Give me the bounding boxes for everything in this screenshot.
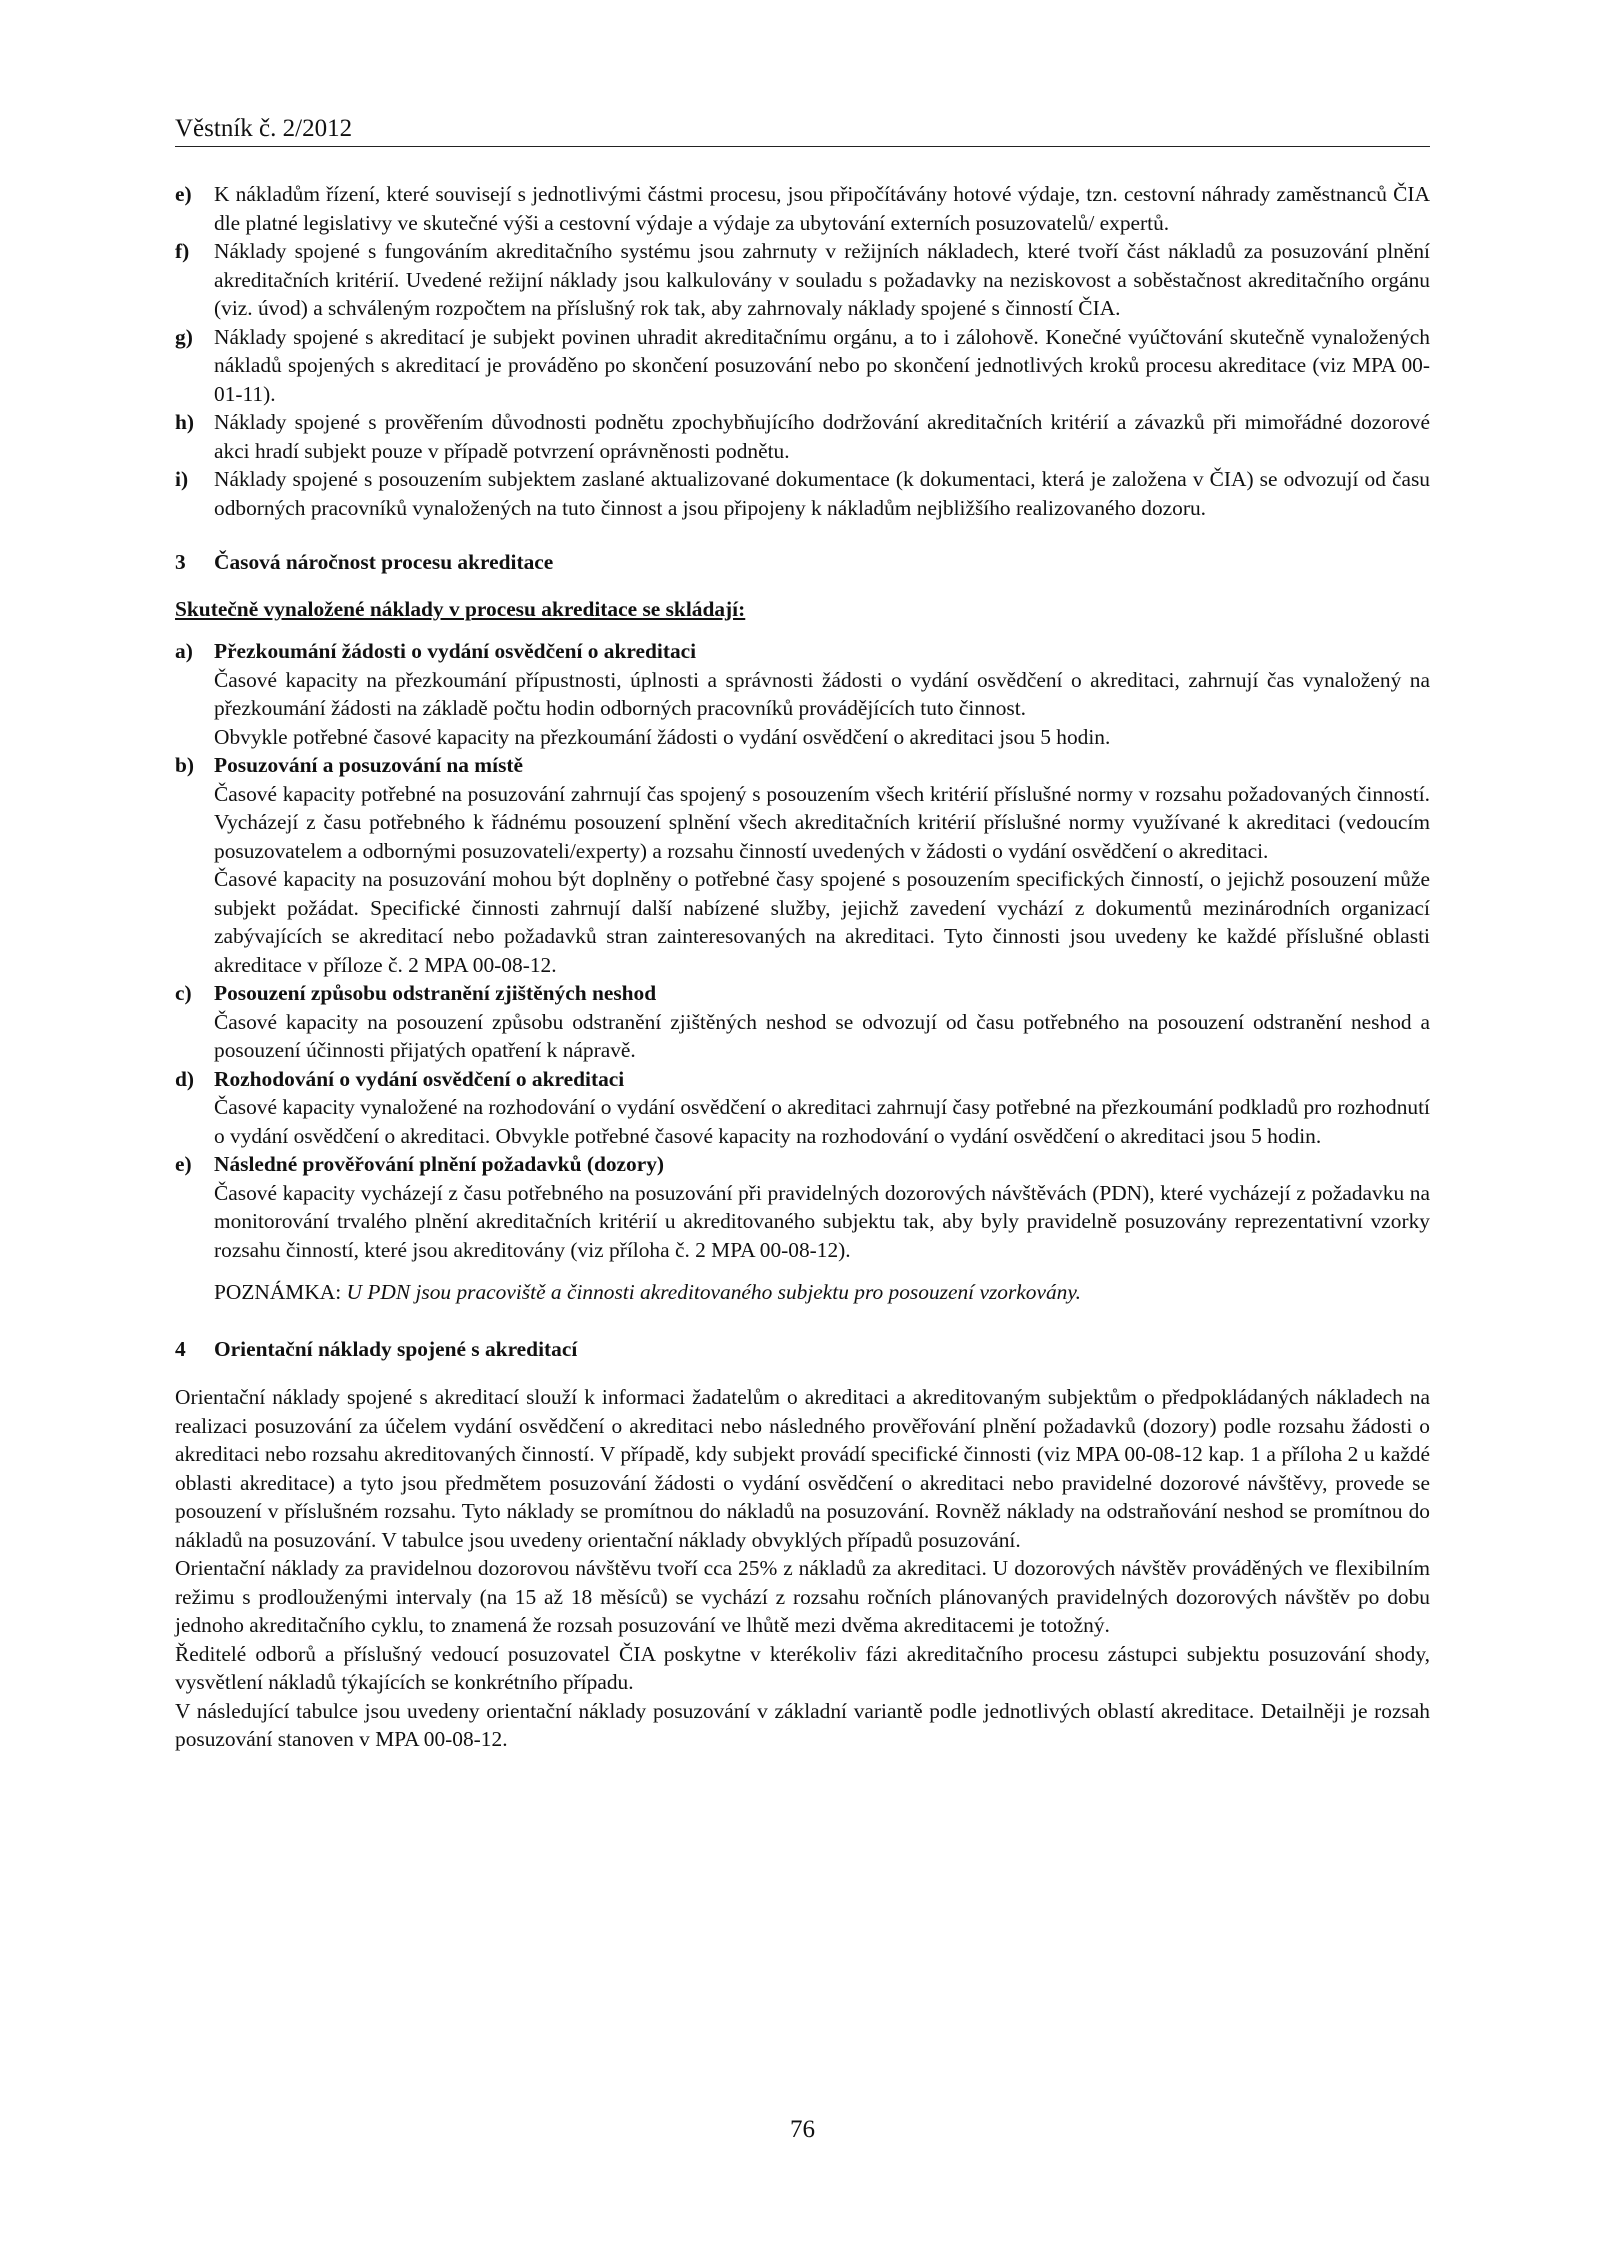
note-text: U PDN jsou pracoviště a činnosti akreditovaného subjektu pro posouzení vzorkovány. xyxy=(346,1280,1082,1304)
note xyxy=(214,1278,1430,1307)
section-title: Orientační náklady spojené s akreditací xyxy=(214,1336,578,1361)
list-item-paragraph: Časové kapacity na posuzování mohou být doplněny o potřebné časy spojené s posouzením specifických činností, o jejichž posouzení může subjekt požádat. Specifické činnosti zahrnují další nabízené služby, jejichž zavedení vychází z dokumentů mezinárodních organizací zabývajících se akreditací nebo požadavků stran zainteresovaných na akreditaci. Tyto činnosti jsou uvedeny ke každé příslušné oblasti akreditace v příloze č. 2 MPA 00-08-12. xyxy=(214,867,1430,977)
paragraph: V následující tabulce jsou uvedeny orientační náklady posuzování v základní variantě podle jednotlivých oblastí akreditace. Detailněji je rozsah posuzování stanoven v MPA 00-08-12. xyxy=(175,1698,1430,1751)
list-item-label: d) xyxy=(175,1066,195,1091)
list-item-label: i) xyxy=(175,467,189,491)
list-item xyxy=(175,237,1430,323)
list-item-label: e) xyxy=(175,182,192,206)
list-item-label: c) xyxy=(175,981,192,1005)
list-item xyxy=(175,323,1430,409)
paragraph: Orientační náklady za pravidelnou dozorovou návštěvu tvoří cca 25% z nákladů za akreditaci. U dozorových návštěv prováděných ve flexibilním režimu s prodlouženými intervaly (na 15 až 18 měsíců) se vychází z rozsahu ročních plánovaných pravidelných dozorových návštěv po dobu jednoho akreditačního cyklu, to znamená že rozsah posuzování ve lhůtě mezi dvěma akreditacemi je totožný. xyxy=(175,1556,1430,1637)
list-item xyxy=(175,979,1430,1065)
list-item-label: f) xyxy=(175,239,190,263)
list-item-heading: Přezkoumání žádosti o vydání osvědčení o akreditaci xyxy=(214,639,697,663)
list-item-text: K nákladům řízení, které souvisejí s jednotlivými částmi procesu, jsou připočítávány hotové výdaje, tzn. cestovní náhrady zaměstnanců ČIA dle platné legislativy ve skutečné výši a cestovní výdaje a výdaje za ubytování externích posuzovatelů/ expertů. xyxy=(214,182,1430,235)
list-item xyxy=(175,1065,1430,1151)
journal-title: Věstník č. 2/2012 xyxy=(175,115,353,142)
list-item xyxy=(175,637,1430,751)
note-label: POZNÁMKA: xyxy=(214,1280,342,1304)
paragraph: Ředitelé odborů a příslušný vedoucí posuzovatel ČIA poskytne v kterékoliv fázi akreditačního procesu zástupci subjektu posuzování shody, vysvětlení nákladů týkajících se konkrétního případu. xyxy=(175,1641,1430,1694)
list-section3 xyxy=(175,637,1430,1307)
list-item-paragraph: Obvykle potřebné časové kapacity na přezkoumání žádosti o vydání osvědčení o akreditaci jsou 5 hodin. xyxy=(214,724,1111,749)
list-item-text: Náklady spojené s akreditací je subjekt povinen uhradit akreditačnímu orgánu, a to i zálohově. Konečné vyúčtování skutečně vynaložených nákladů spojených s akreditací je prováděno po skončení posuzování nebo po skončení jednotlivých kroků procesu akreditace (viz MPA 00-01-11). xyxy=(214,324,1430,406)
list-item-heading: Rozhodování o vydání osvědčení o akreditaci xyxy=(214,1066,625,1091)
section-heading xyxy=(175,1335,1430,1364)
list-item-label: h) xyxy=(175,410,195,434)
list-item-paragraph: Časové kapacity vycházejí z času potřebného na posuzování při pravidelných dozorových návštěvách (PDN), které vycházejí z požadavku na monitorování trvalého plnění akreditačních kritérií u akreditovaného subjektu tak, aby byly pravidelně posuzovány reprezentativní vzorky rozsahu činností, které jsou akreditovány (viz příloha č. 2 MPA 00-08-12). xyxy=(214,1180,1430,1262)
list-item-text: Náklady spojené s fungováním akreditačního systému jsou zahrnuty v režijních nákladech, které tvoří část nákladů za posuzování plnění akreditačních kritérií. Uvedené režijní náklady jsou kalkulovány v souladu s požadavky na neziskovost a soběstačnost akreditačního orgánu (viz. úvod) a schváleným rozpočtem na příslušný rok tak, aby zahrnovaly náklady spojené s činností ČIA. xyxy=(214,239,1430,320)
section-number: 4 xyxy=(175,1336,186,1361)
list-item-paragraph: Časové kapacity vynaložené na rozhodování o vydání osvědčení o akreditaci zahrnují časy potřebné na přezkoumání podkladů pro rozhodnutí o vydání osvědčení o akreditaci. Obvykle potřebné časové kapacity na rozhodování o vydání osvědčení o akreditaci jsou 5 hodin. xyxy=(214,1095,1430,1148)
page-footer xyxy=(175,2116,1430,2144)
section4-body xyxy=(175,1383,1430,1754)
list-item-paragraph: Časové kapacity na přezkoumání přípustnosti, úplnosti a správnosti žádosti o vydání osvědčení o akreditaci, zahrnují čas vynaložený na přezkoumání žádosti na základě počtu hodin odborných pracovníků provádějících tuto činnost. xyxy=(214,667,1430,720)
list-item xyxy=(175,180,1430,237)
list-top xyxy=(175,180,1430,522)
section-number: 3 xyxy=(175,550,186,574)
list-item-heading: Následné prověřování plnění požadavků (dozory) xyxy=(214,1152,665,1176)
list-item-heading: Posouzení způsobu odstranění zjištěných neshod xyxy=(214,981,657,1005)
section-title: Časová náročnost procesu akreditace xyxy=(214,550,554,574)
page-number: 76 xyxy=(790,2116,815,2143)
list-item-paragraph: Časové kapacity na posouzení způsobu odstranění zjištěných neshod se odvozují od času potřebného na posouzení odstranění neshod a posouzení účinnosti přijatých opatření k nápravě. xyxy=(214,1009,1430,1062)
list-item xyxy=(175,465,1430,522)
page-header xyxy=(175,112,1430,147)
list-item-label: g) xyxy=(175,324,193,349)
list-item-label: e) xyxy=(175,1152,192,1176)
list-item-label: a) xyxy=(175,639,193,663)
section-heading xyxy=(175,548,1430,577)
list-item xyxy=(175,751,1430,979)
list-item-paragraph: Časové kapacity potřebné na posuzování zahrnují čas spojený s posouzením všech kritérií příslušné normy v rozsahu požadovaných činností. Vycházejí z času potřebného k řádnému posouzení splnění všech akreditačních kritérií příslušné normy využívané k akreditaci (vedoucím posuzovatelem a odbornými posuzovateli/experty) a rozsahu činností uvedených v žádosti o vydání osvědčení o akreditaci. xyxy=(214,781,1430,863)
list-item xyxy=(175,408,1430,465)
subheading: Skutečně vynaložené náklady v procesu akreditace se skládají: xyxy=(175,596,746,621)
paragraph: Orientační náklady spojené s akreditací slouží k informaci žadatelům o akreditaci a akreditovaným subjektům o předpokládaných nákladech na realizaci posuzování za účelem vydání osvědčení o akreditaci nebo následného prověřování plnění požadavků (dozory) podle rozsahu žádosti o akreditaci nebo rozsahu akreditovaných činností. V případě, kdy subjekt provádí specifické činnosti (viz MPA 00-08-12 kap. 1 a příloha 2 u každé oblasti akreditace) a tyto jsou předmětem posuzování žádosti o vydání osvědčení o akreditaci nebo pravidelné dozorové návštěvy, provede se posouzení v příslušném rozsahu. Tyto náklady se promítnou do nákladů na posuzování. Rovněž náklady na odstraňování neshod se promítnou do nákladů na posuzování. V tabulce jsou uvedeny orientační náklady obvyklých případů posuzování. xyxy=(175,1385,1430,1552)
list-item-text: Náklady spojené s prověřením důvodnosti podnětu zpochybňujícího dodržování akreditačních kritérií a závazků při mimořádné dozorové akci hradí subjekt pouze v případě potvrzení oprávněnosti podnětu. xyxy=(214,410,1430,463)
list-item-heading: Posuzování a posuzování na místě xyxy=(214,753,524,777)
list-item-label: b) xyxy=(175,753,195,777)
list-item-text: Náklady spojené s posouzením subjektem zaslané aktualizované dokumentace (k dokumentaci, která je založena v ČIA) se odvozují od času odborných pracovníků vynaložených na tuto činnost a jsou připojeny k nákladům nejbližšího realizovaného dozoru. xyxy=(214,467,1430,520)
list-item xyxy=(175,1150,1430,1307)
page-content xyxy=(175,180,1430,1754)
